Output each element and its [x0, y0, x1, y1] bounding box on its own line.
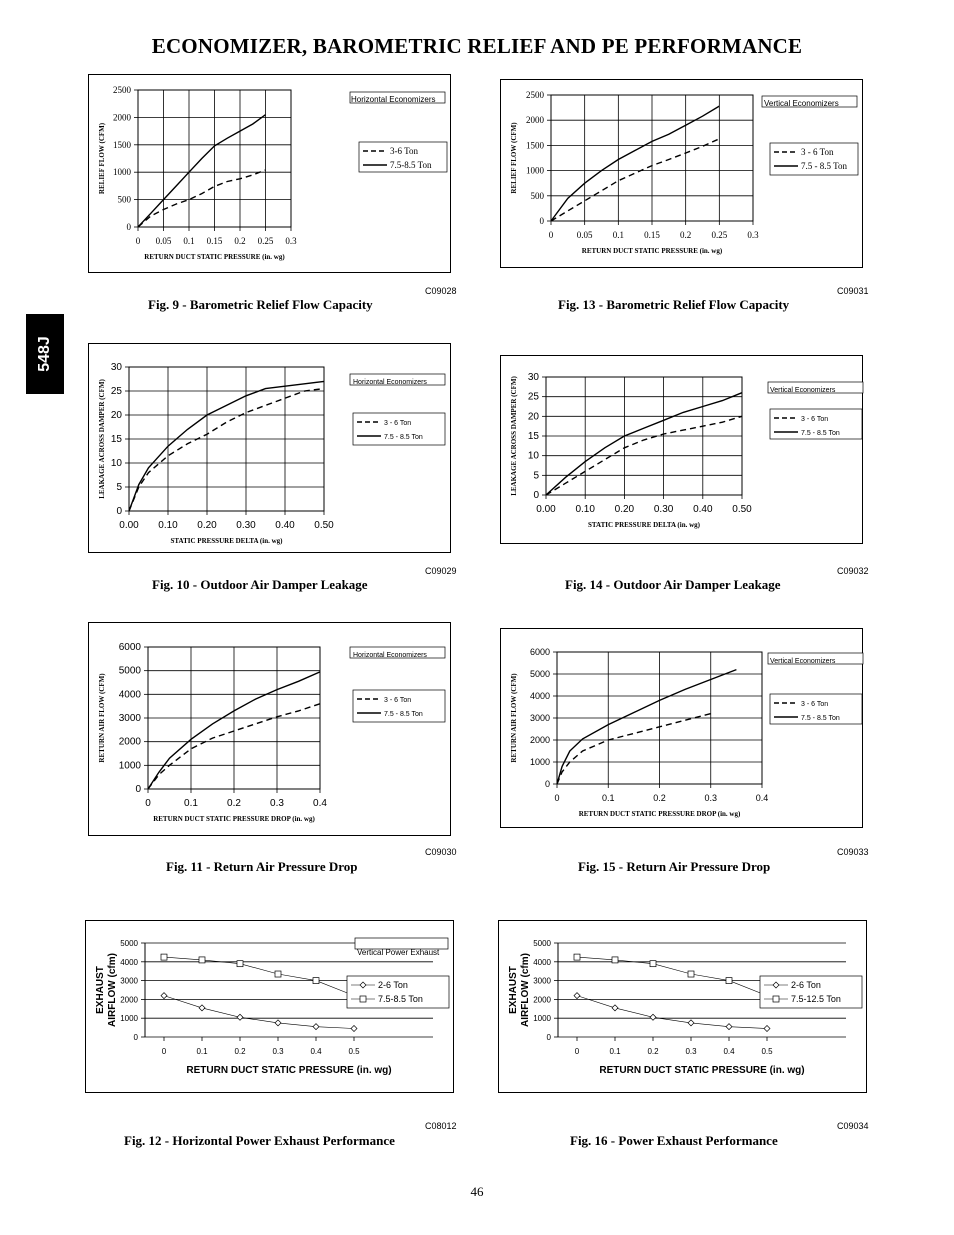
x-axis-label: RETURN DUCT STATIC PRESSURE (in. wg) — [581, 247, 723, 255]
x-tick-label: 0.5 — [348, 1047, 360, 1056]
y-axis-label: RETURN AIR FLOW (CFM) — [510, 673, 518, 763]
figure-code-fig15: C09033 — [837, 847, 869, 857]
x-tick-label: 0.2 — [680, 230, 692, 240]
side-tab — [26, 314, 64, 394]
side-tab-label: 548J — [36, 336, 53, 372]
x-tick-label: 0.1 — [601, 793, 615, 803]
x-tick-label: 0.3 — [272, 1047, 284, 1056]
y-axis-label: AIRFLOW (cfm) — [520, 953, 531, 1027]
chart-fig13 — [500, 79, 863, 268]
data-point-square — [275, 971, 281, 977]
y-tick-label: 5 — [533, 470, 539, 482]
figure-code-fig16: C09034 — [837, 1121, 869, 1131]
x-tick-label: 0.00 — [536, 504, 556, 515]
x-tick-label: 0.3 — [747, 230, 759, 240]
y-axis-label: RELIEF FLOW (CFM) — [510, 122, 518, 194]
y-axis-label: LEAKAGE ACROSS DAMPER (CFM) — [510, 376, 518, 496]
chart-svg-fig15 — [500, 628, 863, 828]
y-tick-label: 30 — [527, 372, 539, 383]
y-tick-label: 1000 — [120, 1014, 138, 1024]
x-axis-label: RETURN DUCT STATIC PRESSURE (in. wg) — [186, 1065, 392, 1076]
legend-title: Horizontal Economizers — [353, 652, 427, 659]
legend-title: Horizontal Economizers — [351, 95, 436, 104]
figure-code-fig9: C09028 — [425, 286, 457, 296]
y-tick-label: 25 — [527, 391, 539, 403]
x-tick-label: 0 — [548, 230, 554, 240]
y-tick-label: 2500 — [526, 90, 544, 100]
legend-label: 7.5-12.5 Ton — [791, 994, 841, 1004]
legend-label: 7.5 - 8.5 Ton — [801, 430, 840, 437]
chart-fig11 — [88, 622, 451, 836]
x-tick-label: 0.4 — [755, 793, 769, 803]
y-tick-label: 5000 — [120, 939, 138, 948]
y-tick-label: 5000 — [533, 939, 551, 948]
y-axis-label: LEAKAGE ACROSS DAMPER (CFM) — [98, 379, 106, 499]
y-tick-label: 25 — [110, 386, 122, 397]
x-tick-label: 0.2 — [234, 1047, 246, 1056]
legend-label: 3 - 6 Ton — [801, 701, 829, 708]
y-tick-label: 1000 — [529, 757, 550, 767]
x-tick-label: 0.10 — [575, 504, 595, 515]
x-tick-label: 0.2 — [653, 793, 666, 803]
y-tick-label: 5 — [116, 482, 122, 493]
legend-marker-square — [773, 996, 779, 1002]
legend-label: 2-6 Ton — [791, 980, 821, 990]
chart-svg-fig13 — [500, 79, 863, 268]
figure-caption-fig9: Fig. 9 - Barometric Relief Flow Capacity — [148, 297, 373, 312]
y-tick-label: 3000 — [529, 713, 550, 723]
y-tick-label: 2000 — [113, 112, 131, 123]
chart-fig12 — [85, 920, 454, 1093]
y-axis-label: EXHAUST — [508, 966, 519, 1014]
x-axis-label: STATIC PRESSURE DELTA (in. wg) — [588, 521, 700, 529]
x-tick-label: 0.1 — [184, 798, 198, 809]
y-tick-label: 20 — [527, 411, 539, 423]
legend-label: 7.5-8.5 Ton — [378, 994, 423, 1004]
x-tick-label: 0.4 — [723, 1047, 735, 1056]
x-tick-label: 0.40 — [693, 504, 713, 515]
x-tick-label: 0.1 — [609, 1047, 621, 1056]
y-tick-label: 0 — [544, 779, 550, 789]
x-tick-label: 0.3 — [704, 793, 718, 803]
y-tick-label: 2500 — [113, 85, 131, 95]
legend-label: 7.5 - 8.5 Ton — [384, 711, 423, 718]
legend-title: Vertical Economizers — [764, 99, 839, 108]
figure-caption-fig10: Fig. 10 - Outdoor Air Damper Leakage — [152, 577, 368, 592]
y-tick-label: 5000 — [118, 665, 141, 677]
x-tick-label: 0.50 — [732, 504, 752, 515]
x-tick-label: 0.4 — [313, 798, 327, 809]
y-tick-label: 6000 — [529, 647, 550, 657]
x-tick-label: 0.2 — [227, 798, 241, 809]
legend-title: Vertical Economizers — [770, 658, 836, 665]
data-point-square — [574, 954, 580, 960]
y-tick-label: 15 — [110, 434, 122, 445]
y-tick-label: 0 — [116, 506, 122, 517]
data-point-square — [199, 957, 205, 963]
chart-fig14 — [500, 355, 863, 544]
y-tick-label: 6000 — [118, 642, 141, 653]
figure-code-fig11: C09030 — [425, 847, 457, 857]
figure-caption-fig12: Fig. 12 - Horizontal Power Exhaust Performance — [124, 1133, 395, 1148]
legend-title: Vertical Economizers — [770, 387, 836, 394]
data-point-square — [688, 971, 694, 977]
x-axis-label: RETURN DUCT STATIC PRESSURE DROP (in. wg) — [153, 815, 315, 823]
y-axis-label: RETURN AIR FLOW (CFM) — [98, 673, 106, 763]
x-tick-label: 0.5 — [761, 1047, 773, 1056]
y-tick-label: 1000 — [533, 1014, 551, 1024]
chart-svg-fig9 — [88, 74, 451, 273]
x-tick-label: 0.3 — [270, 798, 284, 809]
y-tick-label: 4000 — [120, 957, 138, 967]
chart-fig10 — [88, 343, 451, 553]
chart-svg-fig14 — [500, 355, 863, 544]
page-title: ECONOMIZER, BAROMETRIC RELIEF AND PE PERFORMANCE — [151, 34, 803, 58]
y-tick-label: 3000 — [118, 713, 141, 724]
chart-fig9 — [88, 74, 451, 273]
figure-caption-fig13: Fig. 13 - Barometric Relief Flow Capacity — [558, 297, 790, 312]
x-tick-label: 0.50 — [314, 520, 334, 531]
legend-label: 7.5 - 8.5 Ton — [384, 434, 423, 441]
legend-label: 3 - 6 Ton — [801, 416, 829, 423]
x-tick-label: 0.25 — [711, 230, 728, 240]
x-axis-label: STATIC PRESSURE DELTA (in. wg) — [170, 537, 283, 545]
data-point-square — [726, 978, 732, 984]
chart-fig16 — [498, 920, 867, 1093]
legend-title: Horizontal Economizers — [353, 379, 427, 386]
y-tick-label: 0 — [133, 1033, 138, 1042]
x-axis-label: RETURN DUCT STATIC PRESSURE (in. wg) — [599, 1065, 805, 1076]
data-point-square — [650, 961, 656, 967]
legend-label: 7.5-8.5 Ton — [390, 160, 432, 170]
y-tick-label: 1000 — [526, 165, 544, 176]
y-tick-label: 3000 — [120, 976, 138, 986]
legend-label: 3 - 6 Ton — [384, 697, 412, 704]
x-tick-label: 0.20 — [197, 520, 217, 531]
y-tick-label: 2000 — [120, 995, 138, 1005]
y-tick-label: 5000 — [529, 669, 550, 679]
y-tick-label: 4000 — [118, 689, 141, 701]
y-tick-label: 1000 — [118, 760, 141, 772]
y-tick-label: 10 — [110, 458, 122, 469]
figure-caption-fig11: Fig. 11 - Return Air Pressure Drop — [166, 859, 358, 874]
x-tick-label: 0 — [161, 1047, 167, 1056]
x-tick-label: 0 — [554, 793, 560, 803]
y-tick-label: 0 — [533, 490, 539, 501]
x-tick-label: 0.20 — [614, 504, 635, 515]
y-tick-label: 3000 — [533, 976, 551, 986]
x-tick-label: 0.00 — [119, 520, 139, 531]
y-tick-label: 0 — [135, 784, 141, 795]
y-tick-label: 10 — [527, 450, 539, 462]
legend-label: 3 - 6 Ton — [801, 147, 834, 157]
figure-code-fig10: C09029 — [425, 566, 457, 576]
y-tick-label: 4000 — [529, 691, 550, 701]
chart-svg-fig10 — [88, 343, 451, 553]
y-tick-label: 1500 — [526, 140, 544, 151]
data-point-square — [161, 954, 167, 960]
x-tick-label: 0.1 — [183, 236, 195, 246]
legend-label: 2-6 Ton — [378, 980, 408, 990]
y-axis-label: EXHAUST — [95, 966, 106, 1014]
y-tick-label: 0 — [539, 216, 544, 226]
figure-code-fig14: C09032 — [837, 566, 869, 576]
x-tick-label: 0 — [145, 798, 151, 809]
x-tick-label: 0.15 — [206, 236, 223, 246]
data-point-square — [612, 957, 618, 963]
y-tick-label: 15 — [527, 431, 539, 442]
data-point-square — [237, 961, 243, 967]
legend-label: 7.5 - 8.5 Ton — [801, 161, 847, 171]
y-tick-label: 2000 — [118, 736, 141, 748]
x-tick-label: 0.2 — [647, 1047, 659, 1056]
x-tick-label: 0 — [135, 236, 141, 246]
chart-fig15 — [500, 628, 863, 828]
legend-label: 7.5 - 8.5 Ton — [801, 715, 840, 722]
x-tick-label: 0.30 — [653, 504, 674, 515]
x-tick-label: 0.10 — [158, 520, 178, 531]
y-tick-label: 2000 — [533, 995, 551, 1005]
x-axis-label: RETURN DUCT STATIC PRESSURE (in. wg) — [144, 253, 285, 261]
x-tick-label: 0.2 — [234, 236, 246, 246]
x-tick-label: 0 — [574, 1047, 580, 1056]
y-tick-label: 500 — [530, 190, 544, 201]
y-tick-label: 2000 — [529, 735, 550, 745]
x-tick-label: 0.40 — [275, 520, 295, 531]
data-point-square — [313, 978, 319, 984]
x-tick-label: 0.05 — [155, 236, 172, 246]
y-tick-label: 0 — [546, 1033, 551, 1042]
chart-svg-fig16 — [498, 920, 867, 1093]
y-tick-label: 500 — [117, 194, 131, 205]
figure-code-fig13: C09031 — [837, 286, 869, 296]
legend-marker-square — [360, 996, 366, 1002]
figure-caption-fig15: Fig. 15 - Return Air Pressure Drop — [578, 859, 771, 874]
chart-svg-fig12 — [85, 920, 454, 1093]
figure-caption-fig16: Fig. 16 - Power Exhaust Performance — [570, 1133, 778, 1148]
y-tick-label: 20 — [110, 410, 122, 421]
x-tick-label: 0.3 — [685, 1047, 697, 1056]
x-tick-label: 0.15 — [644, 230, 660, 240]
x-tick-label: 0.25 — [257, 236, 274, 246]
figure-caption-fig14: Fig. 14 - Outdoor Air Damper Leakage — [565, 577, 781, 592]
x-tick-label: 0.05 — [576, 230, 593, 240]
legend-title: Vertical Power Exhaust — [357, 948, 440, 957]
legend-label: 3 - 6 Ton — [384, 420, 412, 427]
figure-code-fig12: C08012 — [425, 1121, 457, 1131]
y-tick-label: 2000 — [526, 115, 544, 126]
x-tick-label: 0.30 — [236, 520, 256, 531]
x-tick-label: 0.4 — [310, 1047, 322, 1056]
x-tick-label: 0.1 — [196, 1047, 208, 1056]
y-tick-label: 1000 — [113, 167, 131, 178]
legend-label: 3-6 Ton — [390, 146, 418, 156]
y-axis-label: RELIEF FLOW (CFM) — [98, 122, 106, 195]
y-axis-label: AIRFLOW (cfm) — [107, 953, 118, 1027]
y-tick-label: 4000 — [533, 957, 551, 967]
x-tick-label: 0.3 — [285, 236, 297, 246]
x-tick-label: 0.1 — [612, 230, 624, 240]
y-tick-label: 1500 — [113, 139, 131, 150]
page-number: 46 — [470, 1184, 484, 1199]
y-tick-label: 30 — [110, 362, 122, 373]
y-tick-label: 0 — [126, 222, 131, 232]
x-axis-label: RETURN DUCT STATIC PRESSURE DROP (in. wg) — [578, 810, 741, 818]
chart-svg-fig11 — [88, 622, 451, 836]
